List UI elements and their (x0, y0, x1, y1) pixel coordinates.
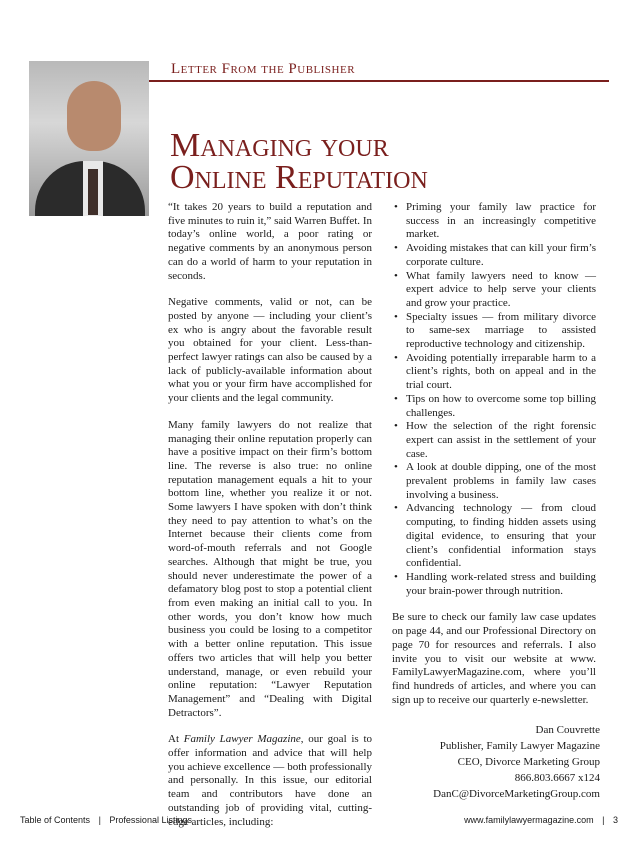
signature-email[interactable]: DanC@DivorceMarketingGroup.com (433, 788, 600, 800)
footer-left (20, 815, 192, 825)
paragraph-text: At (168, 733, 184, 746)
list-item: • What family lawyers need to know — expert advice to help serve your clients and grow your practice. (392, 270, 596, 311)
title-line-1: Managing your (170, 127, 389, 164)
closing-paragraph: Be sure to check our family law case updates on page 44, and our Professional Directory on page 70 for resources and referrals. I also invite you to visit our website at www. FamilyLawyerMagazine.com, where you’ll find hundreds of articles, and where you can sign up to receive our quarterly e-newsletter. (392, 611, 596, 706)
list-item: • Tips on how to overcome some top billing challenges. (392, 393, 596, 420)
section-label: Letter From the Publisher (171, 61, 356, 77)
photo-tie (88, 169, 98, 215)
header-rule (147, 80, 609, 82)
signature-block (392, 722, 600, 802)
toc-link[interactable]: Table of Contents (20, 815, 91, 825)
magazine-name: Family Lawyer Magazine (183, 733, 301, 746)
signature-company: CEO, Divorce Marketing Group (457, 756, 600, 768)
footer-separator: | (98, 815, 101, 825)
bullet-list (392, 201, 596, 598)
page-title (170, 127, 600, 196)
signature-phone: 866.803.6667 x124 (514, 772, 600, 784)
footer-separator: | (602, 815, 605, 825)
page-number: 3 (612, 815, 618, 825)
left-column (168, 201, 372, 842)
paragraph: Negative comments, valid or not, can be posted by anyone — including your client’s ex who is angry about the favorable result you obtained for your client. Less-than-perfect lawyer ratings can also be caused by a lack of publicly-available information about what you or your firm have accomplished for your clients and the legal community. (168, 296, 372, 405)
footer-right (464, 815, 618, 825)
footer (20, 815, 618, 829)
paragraph: Many family lawyers do not realize that managing their online reputation properly can have a positive impact on their firm’s bottom line. The reverse is also true: no online reputation management equals a hit to your bottom line, whether you realize it or not. Some lawyers I have spoken with don’t think they need to pay attention to what’s on the Internet because their clients come from word-of-mouth referrals and not Google searches. Although that might be true, you should never underestimate the power of a defamatory blog post to stop a potential client from even making an initial call to you. In other words, you don’t know how much business you could be losing to a competitor with a better online reputation. This issue offers two articles that will help you better understand, manage, or even rebuild your online reputation: “Lawyer Reputation Management” and “Dealing with Digital Detractors”. (168, 418, 372, 719)
professional-listings-link[interactable]: Professional Listings (109, 815, 192, 825)
right-column (392, 201, 596, 720)
list-item: • How the selection of the right forensic expert can assist in the settlement of your case. (392, 420, 596, 461)
list-item: • Advancing technology — from cloud computing, to finding hidden assets using digital evidence, to ensuring that your client’s confidential information stays confidential. (392, 502, 596, 571)
list-item: • Specialty issues — from military divorce to same-sex marriage to assisted reproductive technology and citizenship. (392, 311, 596, 352)
list-item: • Priming your family law practice for success in an increasingly competitive market. (392, 201, 596, 242)
signature-title: Publisher, Family Lawyer Magazine (439, 740, 600, 752)
list-item: • Avoiding mistakes that can kill your firm’s corporate culture. (392, 242, 596, 269)
title-line-2: Online Reputation (170, 159, 428, 196)
website-link[interactable]: www.familylawyermagazine.com (464, 815, 594, 825)
photo-head (67, 81, 121, 151)
list-item: • A look at double dipping, one of the most prevalent problems in family law cases involving a business. (392, 461, 596, 502)
list-item: • Handling work-related stress and building your brain-power through nutrition. (392, 571, 596, 598)
paragraph: “It takes 20 years to build a reputation and five minutes to ruin it,” said Warren Buffet. In today’s online world, a poor rating or negative comments by an anonymous person can do a world of harm to your reputation in seconds. (168, 201, 372, 282)
list-item: • Avoiding potentially irreparable harm to a client’s rights, both on appeal and in the trial court. (392, 352, 596, 393)
paragraph-text: , our goal is to offer information and advice that will help you achieve excellence — both professionally and personally. In this issue, our editorial team and contributors have done an outstanding job of providing vital, cutting-edge articles, including: (168, 733, 372, 828)
signature-name: Dan Couvrette (535, 724, 600, 736)
publisher-photo (29, 61, 149, 216)
